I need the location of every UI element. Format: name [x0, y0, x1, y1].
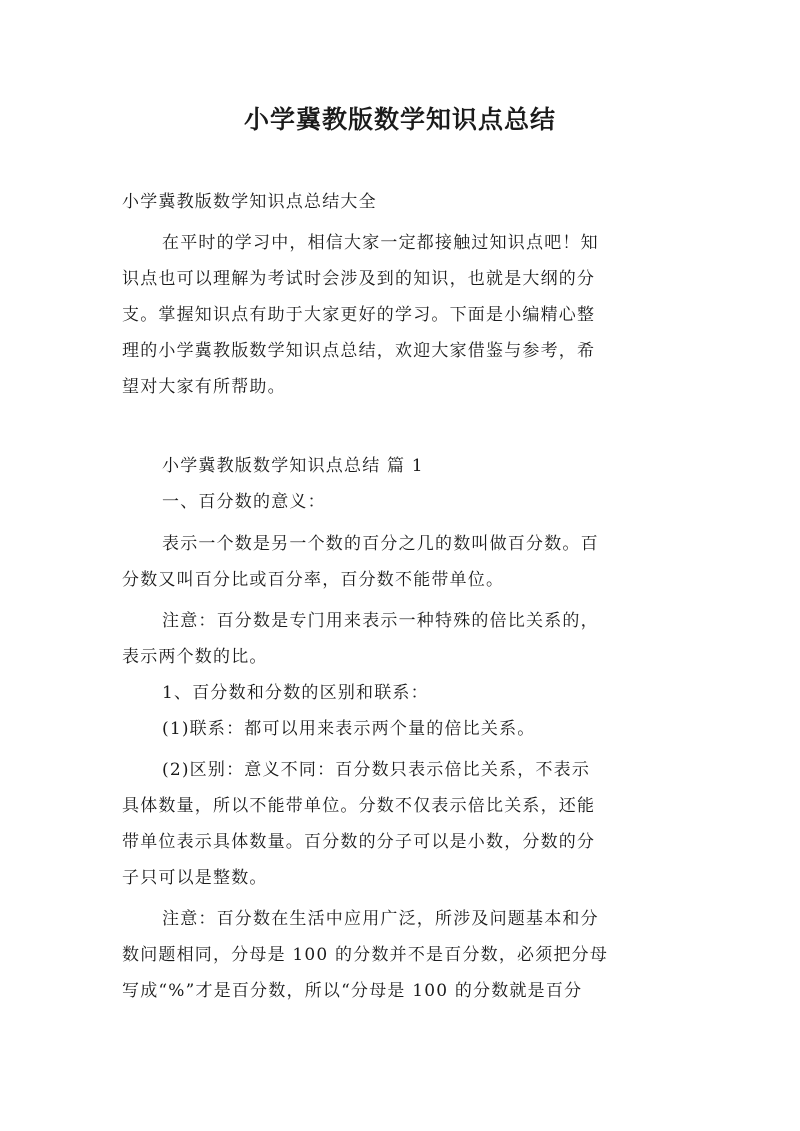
subtitle-line: 小学冀教版数学知识点总结大全	[122, 192, 377, 212]
paragraph-line: 注意：百分数在生活中应用广泛，所涉及问题基本和分	[162, 909, 599, 929]
paragraph-line: 子只可以是整数。	[122, 868, 268, 888]
paragraph-line: 分数又叫百分比或百分率，百分数不能带单位。	[122, 570, 505, 590]
paragraph-line: 表示两个数的比。	[122, 647, 268, 667]
intro-line: 理的小学冀教版数学知识点总结，欢迎大家借鉴与参考，希	[122, 341, 596, 361]
intro-line: 在平时的学习中，相信大家一定都接触过知识点吧！知	[162, 233, 599, 253]
intro-line: 望对大家有所帮助。	[122, 377, 286, 397]
intro-line: 支。掌握知识点有助于大家更好的学习。下面是小编精心整	[122, 305, 596, 325]
paragraph-line: 数问题相同，分母是 100 的分数并不是百分数，必须把分母	[122, 945, 609, 965]
paragraph-line: 注意：百分数是专门用来表示一种特殊的倍比关系的，	[162, 611, 599, 631]
paragraph-line: 表示一个数是另一个数的百分之几的数叫做百分数。百	[162, 534, 599, 554]
intro-line: 识点也可以理解为考试时会涉及到的知识，也就是大纲的分	[122, 269, 596, 289]
paragraph-line: 1、百分数和分数的区别和联系：	[162, 683, 429, 703]
paragraph-line: 具体数量，所以不能带单位。分数不仅表示倍比关系，还能	[122, 796, 596, 816]
paragraph-line: (2)区别：意义不同：百分数只表示倍比关系，不表示	[162, 760, 591, 780]
document-title: 小学冀教版数学知识点总结	[243, 105, 556, 134]
section-heading: 小学冀教版数学知识点总结 篇 1	[162, 456, 424, 476]
subsection-heading: 一、百分数的意义：	[162, 492, 326, 512]
paragraph-line: 写成“%”才是百分数，所以“分母是 100 的分数就是百分	[122, 981, 583, 1001]
paragraph-line: 带单位表示具体数量。百分数的分子可以是小数，分数的分	[122, 832, 596, 852]
paragraph-line: (1)联系：都可以用来表示两个量的倍比关系。	[162, 719, 536, 739]
